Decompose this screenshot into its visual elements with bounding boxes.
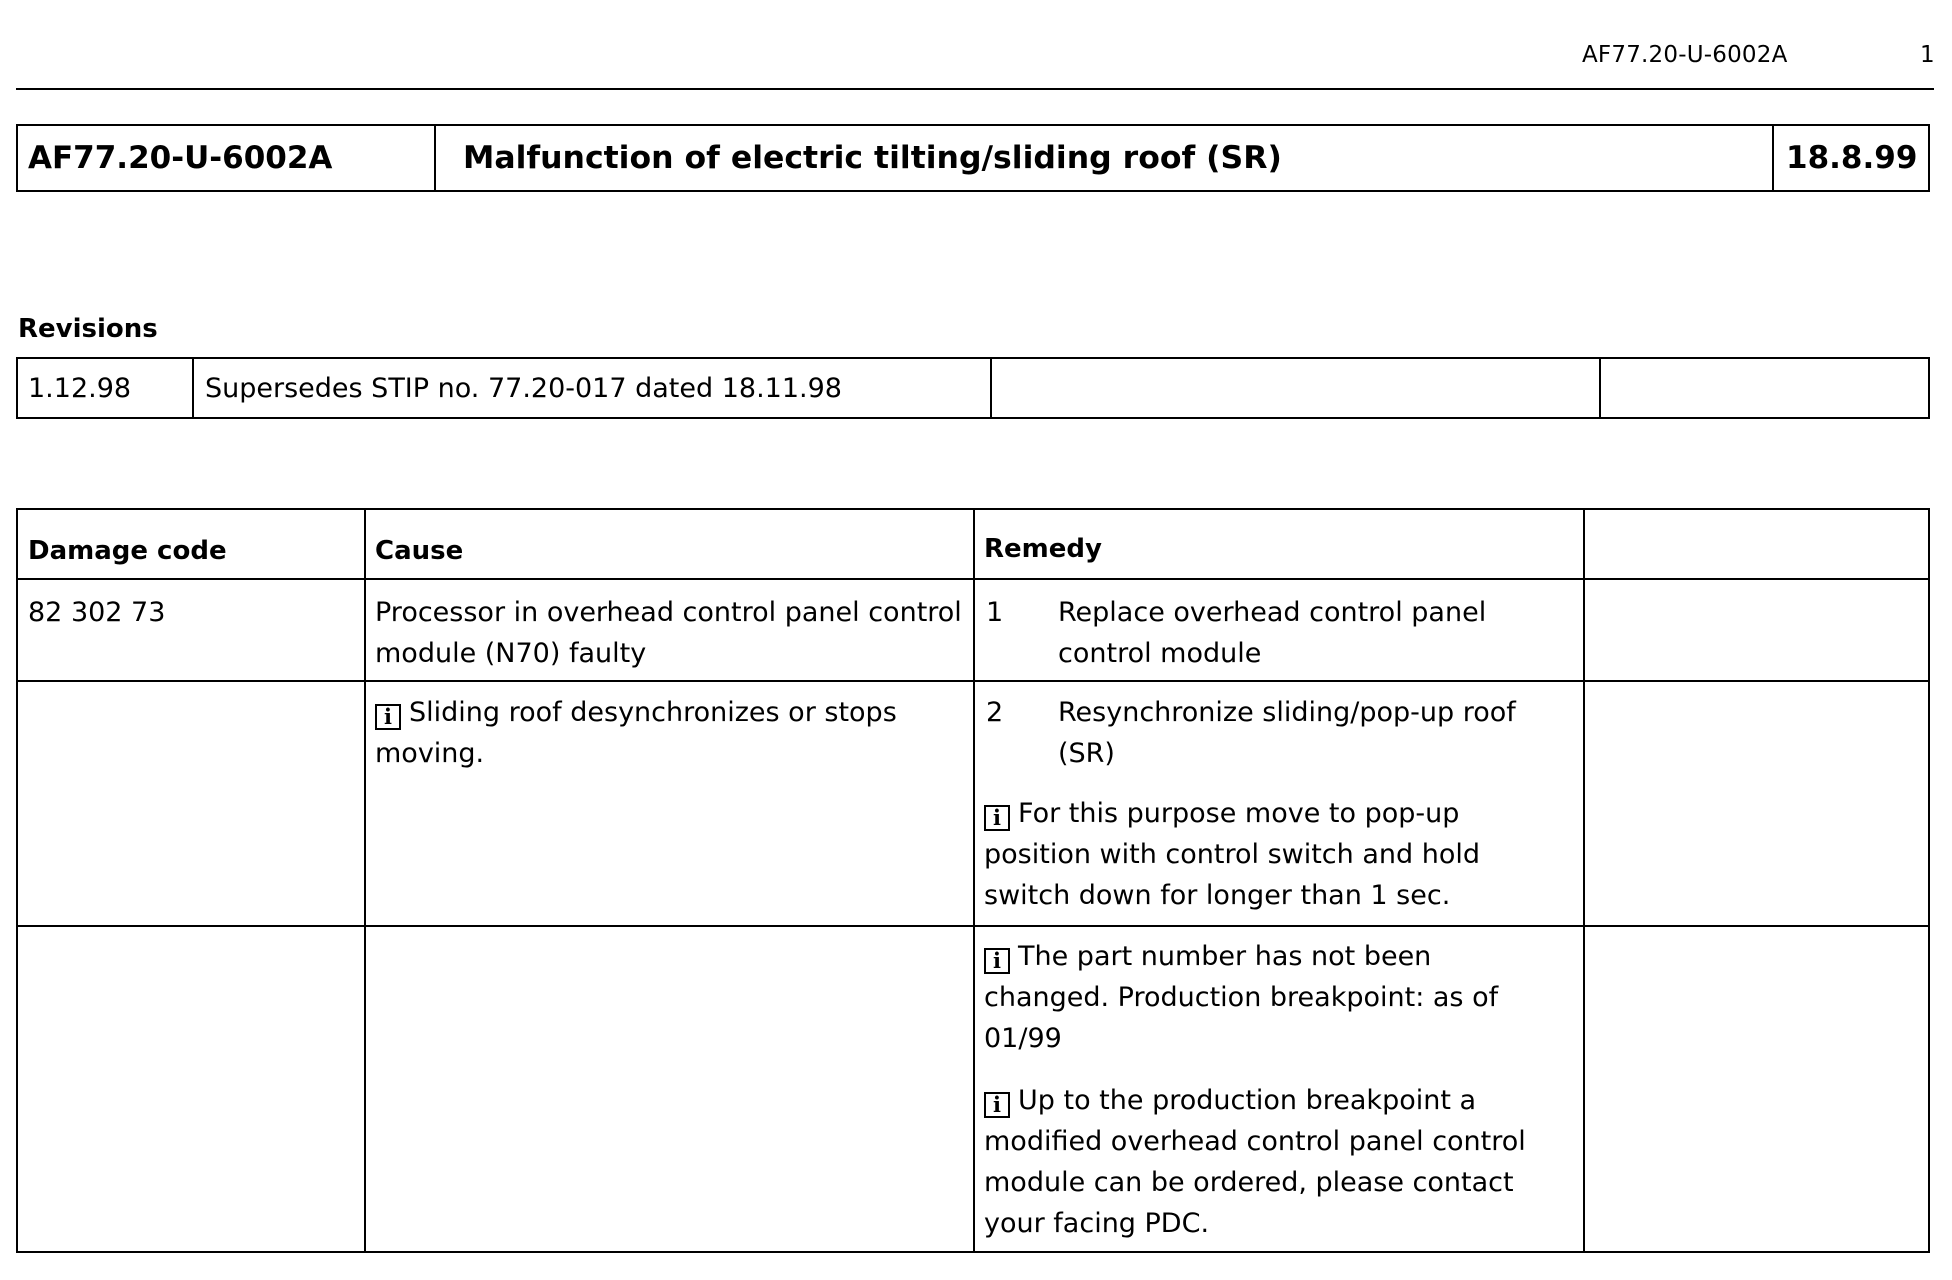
revision-empty-cell — [990, 359, 1599, 417]
remedy-step-number: 1 — [986, 597, 1004, 628]
remedy-cell: Replace overhead control panel control module — [1058, 597, 1487, 669]
column-divider — [973, 510, 975, 1251]
header-divider — [16, 88, 1934, 90]
column-divider — [1583, 510, 1585, 1251]
remedy-note-text: Up to the production breakpoint a modified overhead control panel control module can be ordered, please contact your facing PDC. — [984, 1085, 1526, 1239]
remedy-cell: Resynchronize sliding/pop-up roof (SR) — [1058, 697, 1516, 769]
remedy-note-text: The part number has not been changed. Production breakpoint: as of 01/99 — [984, 941, 1499, 1054]
running-header-doc-number: AF77.20-U-6002A — [1582, 42, 1788, 68]
revision-text: Supersedes STIP no. 77.20-017 dated 18.11.98 — [192, 359, 990, 417]
revision-empty-cell — [1599, 359, 1928, 417]
header-row-divider — [18, 578, 1928, 580]
revisions-table — [16, 357, 1930, 419]
header-damage-code: Damage code — [28, 536, 227, 566]
row-divider — [18, 925, 1928, 927]
remedy-note-text: For this purpose move to pop-up position with control switch and hold switch down for longer than 1 sec. — [984, 798, 1480, 911]
revision-date: 1.12.98 — [28, 372, 132, 404]
remedy-note — [984, 1080, 1559, 1244]
cause-note-text: Sliding roof desynchronizes or stops moving. — [375, 697, 897, 769]
cause-note — [375, 692, 935, 774]
title-doc-number: AF77.20-U-6002A — [28, 140, 333, 176]
revisions-heading: Revisions — [18, 314, 158, 344]
damage-table — [16, 508, 1930, 1253]
remedy-note — [984, 793, 1544, 916]
page-number: 1 — [1920, 42, 1935, 68]
info-icon: i — [984, 948, 1010, 974]
info-icon: i — [984, 805, 1010, 831]
column-divider — [364, 510, 366, 1251]
document-title: Malfunction of electric tilting/sliding roof (SR) — [434, 126, 1772, 190]
document-date: 18.8.99 — [1772, 126, 1928, 190]
row-divider — [18, 680, 1928, 682]
header-cause: Cause — [375, 536, 464, 566]
remedy-note — [984, 936, 1544, 1059]
remedy-step-number: 2 — [986, 697, 1004, 728]
header-remedy: Remedy — [984, 534, 1102, 564]
damage-code-cell: 82 302 73 — [28, 597, 166, 628]
info-icon: i — [375, 704, 401, 730]
cause-cell: Processor in overhead control panel control module (N70) faulty — [375, 597, 962, 669]
info-icon: i — [984, 1092, 1010, 1118]
title-box — [16, 124, 1930, 192]
